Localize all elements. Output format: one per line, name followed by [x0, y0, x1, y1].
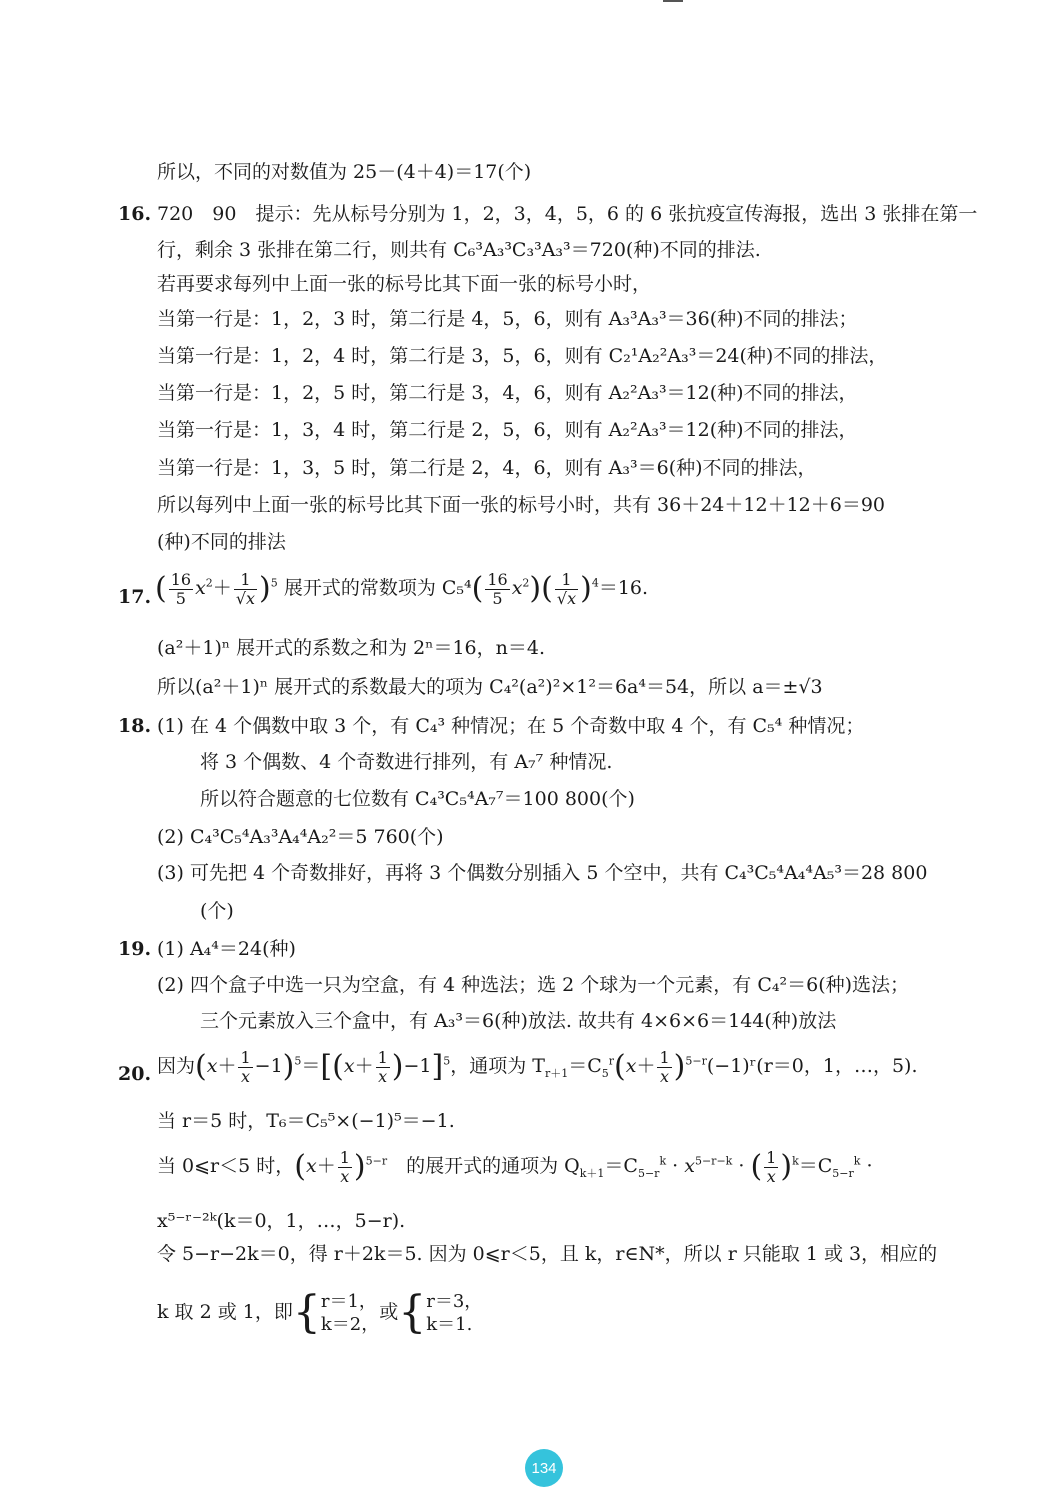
formula-text: 展开式的常数项为 C₅⁴ [283, 577, 472, 599]
question-number-16: 16. [118, 203, 152, 225]
text-line: 当第一行是：1，2，3 时，第二行是 4，5，6，则有 A₃³A₃³＝36(种)不同的排法； [157, 308, 858, 330]
question-number-20: 20. [118, 1063, 152, 1085]
text-line: 将 3 个偶数、4 个奇数进行排列，有 A₇⁷ 种情况. [200, 751, 613, 773]
text-line: 当第一行是：1，3，4 时，第二行是 2，5，6，则有 A₂²A₃³＝12(种)不同的排法， [157, 419, 858, 441]
formula-text: ，通项为 T [450, 1055, 545, 1077]
formula-text: k 取 2 或 1，即 [157, 1301, 293, 1323]
formula-text: 因为 [157, 1055, 196, 1077]
text-line: 所以，不同的对数值为 25－(4＋4)＝17(个) [157, 161, 532, 183]
formula-line: ( $\frac{16}{5}$ $x^2+$ $\frac{1}{√x}$ )$^5$ 展开式的常数项为 C₅⁴( $\frac{16}{5}$ $x^2$)( $\frac{1}{√x}$ )$^4$＝16. [155, 569, 649, 608]
text-line: (a²＋1)ⁿ 展开式的系数之和为 2ⁿ＝16，n＝4. [157, 637, 546, 659]
question-number-19: 19. [118, 938, 152, 960]
text-line: 当 r＝5 时，T₆＝C₅⁵×(−1)⁵＝−1. [157, 1110, 455, 1132]
text-line: 行，剩余 3 张排在第二行，则共有 C₆³A₃³C₃³A₃³＝720(种)不同的排法. [157, 239, 761, 261]
text-line: 当第一行是：1，3，5 时，第二行是 2，4，6，则有 A₃³＝6(种)不同的排法， [157, 457, 817, 479]
text-line: (个) [200, 900, 234, 922]
text-line: 720 90 提示：先从标号分别为 1，2，3，4，5，6 的 6 张抗疫宣传海报，选出 3 张排在第一 [157, 203, 978, 225]
text-line: (种)不同的排法 [157, 531, 286, 553]
text-line: (1) 在 4 个偶数中取 3 个，有 C₄³ 种情况；在 5 个奇数中取 4 个，有 C₅⁴ 种情况； [157, 715, 865, 737]
formula-text: (−1)ʳ(r＝0，1，…，5). [706, 1055, 918, 1077]
text-line: 当第一行是：1，2，5 时，第二行是 3，4，6，则有 A₂²A₃³＝12(种)不同的排法， [157, 382, 858, 404]
text-line: 三个元素放入三个盒中，有 A₃³＝6(种)放法. 故共有 4×6×6＝144(种)放法 [200, 1010, 837, 1032]
formula-text: 当 0⩽r＜5 时， [157, 1155, 295, 1177]
formula-line: k 取 2 或 1，即{ r＝1， k＝2， 或{ r＝3， k＝1. [157, 1287, 483, 1338]
text-line: 若再要求每列中上面一张的标号比其下面一张的标号小时， [157, 273, 652, 295]
text-line: 令 5−r−2k＝0，得 r＋2k＝5. 因为 0⩽r＜5，且 k，r∈N*，所以 r 只能取 1 或 3，相应的 [157, 1243, 938, 1265]
text-line: 所以(a²＋1)ⁿ 展开式的系数最大的项为 C₄²(a²)²×1²＝6a⁴＝54，所以 a＝±√3 [157, 676, 823, 698]
text-line: (2) 四个盒子中选一只为空盒，有 4 种选法；选 2 个球为一个元素，有 C₄²＝6(种)选法； [157, 974, 910, 996]
formula-line: 当 0⩽r＜5 时，(x＋ $\frac{1}{x}$ )$^{5-r}$ 的展开式的通项为 $Q_{k+1}=C_{5-r}^k \cdot x^{5-r-k}$ · ( $\frac{1}{x}$ )$^k=C_{5-r}^k$ · [157, 1147, 873, 1186]
text-line: 所以符合题意的七位数有 C₄³C₅⁴A₇⁷＝100 800(个) [200, 788, 635, 810]
equation-system: r＝3， k＝1. [426, 1290, 483, 1335]
text-line: (3) 可先把 4 个奇数排好，再将 3 个偶数分别插入 5 个空中，共有 C₄³C₅⁴A₄⁴A₅³＝28 800 [157, 862, 928, 884]
formula-text: 的展开式的通项为 Q [406, 1155, 580, 1177]
formula-text: ＝C [798, 1155, 833, 1177]
page-number-badge: 134 [525, 1449, 563, 1487]
text-line: 所以每列中上面一张的标号比其下面一张的标号小时，共有 36＋24＋12＋12＋6＝90 [157, 494, 886, 516]
text-line: 当第一行是：1，2，4 时，第二行是 3，5，6，则有 C₂¹A₂²A₃³＝24(种)不同的排法， [157, 345, 888, 367]
text-line: x⁵⁻ʳ⁻²ᵏ(k＝0，1，…，5−r). [157, 1210, 406, 1232]
top-crop-mark [663, 0, 683, 2]
question-number-18: 18. [118, 715, 152, 737]
equation-system: r＝1， k＝2， [320, 1290, 380, 1335]
formula-line: 因为(x＋ $\frac{1}{x}$ −1)$^5$＝[(x＋ $\frac{1}{x}$ )−1]$^5$，通项为 $T_{r+1}=C_5^r(x+$ $\frac{1}{x}$ )$^{5-r}$(−1)ʳ(r＝0，1，…，5). [157, 1047, 918, 1086]
question-number-17: 17. [118, 586, 152, 608]
text-line: (2) C₄³C₅⁴A₃³A₄⁴A₂²＝5 760(个) [157, 826, 444, 848]
formula-text: 或 [379, 1301, 399, 1323]
text-line: (1) A₄⁴＝24(种) [157, 938, 296, 960]
formula-text: ＝16. [598, 577, 649, 599]
